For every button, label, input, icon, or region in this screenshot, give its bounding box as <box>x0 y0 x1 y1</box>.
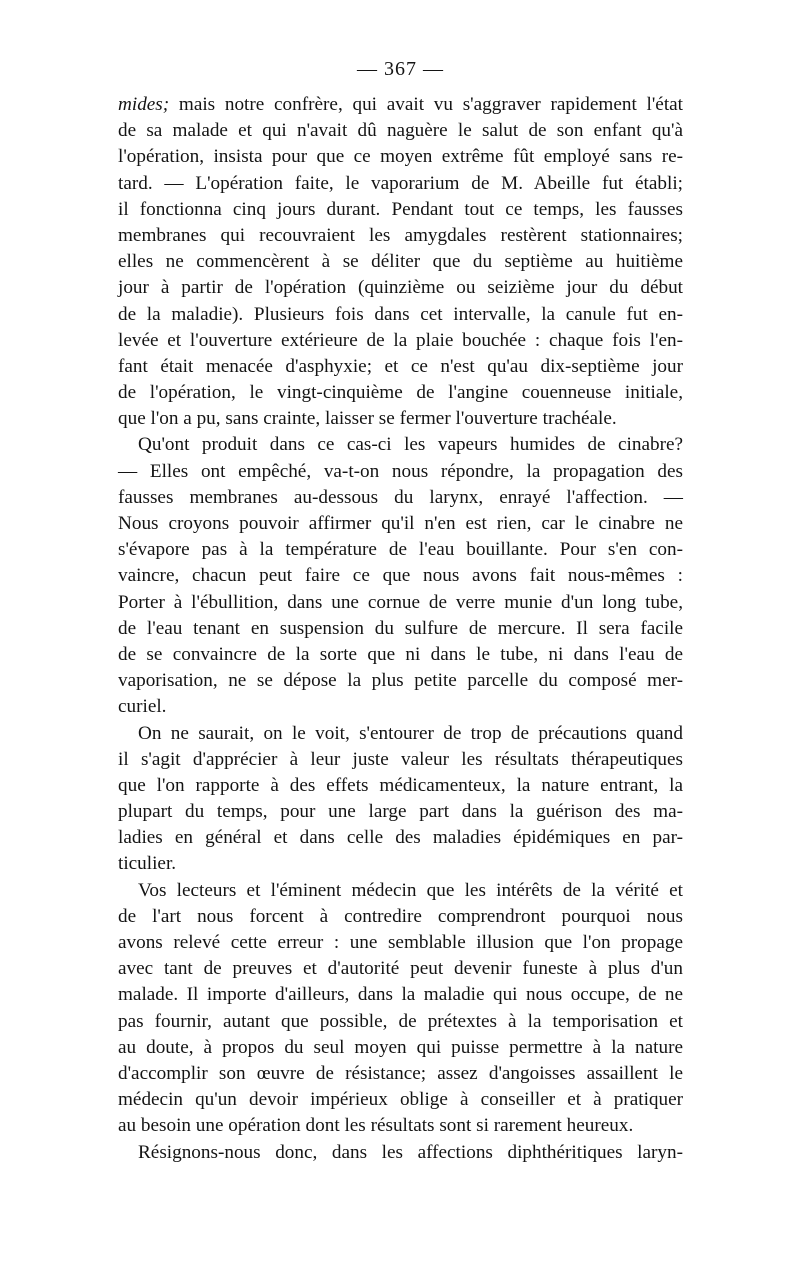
line-text: levée et l'ouverture extérieure de la plaie bouchée : chaque fois l'en- <box>118 329 683 351</box>
line-text: avec tant de preuves et d'autorité peut devenir funeste à plus d'un <box>118 958 683 980</box>
line-text: tard. — L'opération faite, le vaporarium de M. Abeille fut établi; <box>118 172 683 194</box>
line-text: de l'opération, le vingt-cinquième de l'angine couenneuse initiale, <box>118 382 683 404</box>
line-text: de l'eau tenant en suspension du sulfure de mercure. Il sera facile <box>118 617 683 639</box>
text-line <box>118 1061 683 1087</box>
line-text: que l'on rapporte à des effets médicamenteux, la nature entrant, la <box>118 774 683 796</box>
text-line <box>118 223 683 249</box>
text-line <box>118 328 683 354</box>
line-text: Résignons-nous donc, dans les affections diphthéritiques laryn- <box>138 1141 683 1163</box>
text-line <box>118 642 683 668</box>
text-line <box>118 668 683 694</box>
text-line <box>118 537 683 563</box>
line-text: curiel. <box>118 696 167 718</box>
book-page <box>118 56 683 1166</box>
paragraph <box>118 878 683 1140</box>
line-text: mais notre confrère, qui avait vu s'aggraver rapidement l'état <box>169 94 683 115</box>
text-line <box>118 144 683 170</box>
line-text: Porter à l'ébullition, dans une cornue de verre munie d'un long tube, <box>118 591 683 613</box>
line-text: Qu'ont produit dans ce cas-ci les vapeurs humides de cinabre? <box>138 434 683 456</box>
line-text: de sa malade et qui n'avait dû naguère le salut de son enfant qu'à <box>118 120 683 142</box>
text-line <box>118 799 683 825</box>
line-text: fant était menacée d'asphyxie; et ce n'est qu'au dix-septième jour <box>118 355 683 377</box>
line-text: On ne saurait, on le voit, s'entourer de trop de précautions quand <box>138 722 683 744</box>
line-text: fausses membranes au-dessous du larynx, enrayé l'affection. — <box>118 486 683 508</box>
text-line <box>118 171 683 197</box>
line-text: de l'art nous forcent à contredire comprendront pourquoi nous <box>118 905 683 927</box>
line-text: Vos lecteurs et l'éminent médecin que les intérêts de la vérité et <box>138 879 683 901</box>
line-text: Nous croyons pouvoir affirmer qu'il n'en est rien, car le cinabre ne <box>118 513 683 534</box>
text-line <box>118 851 683 877</box>
line-text: au besoin une opération dont les résultats sont si rarement heureux. <box>118 1115 634 1137</box>
text-line <box>118 485 683 511</box>
line-text: vaincre, chacun peut faire ce que nous avons fait nous-mêmes : <box>118 565 683 587</box>
line-text: vaporisation, ne se dépose la plus petite parcelle du composé mer- <box>118 670 683 692</box>
line-text: que l'on a pu, sans crainte, laisser se fermer l'ouverture trachéale. <box>118 408 617 430</box>
line-text: pas fournir, autant que possible, de prétextes à la temporisation et <box>118 1010 683 1032</box>
text-line <box>118 1035 683 1061</box>
text-line <box>118 432 683 458</box>
text-line <box>118 721 683 747</box>
page-number: — 367 — <box>357 58 444 80</box>
text-line <box>118 694 683 720</box>
text-line <box>118 354 683 380</box>
line-text: avons relevé cette erreur : une semblable illusion que l'on propage <box>118 932 683 953</box>
text-line <box>118 773 683 799</box>
line-text: de se convaincre de la sorte que ni dans le tube, ni dans l'eau de <box>118 643 683 665</box>
text-line <box>118 1140 683 1166</box>
line-text: s'évapore pas à la température de l'eau bouillante. Pour s'en con- <box>118 539 683 561</box>
line-text: jour à partir de l'opération (quinzième ou seizième jour du début <box>118 277 683 299</box>
text-line <box>118 380 683 406</box>
text-line <box>118 406 683 432</box>
text-line <box>118 904 683 930</box>
line-text: il fonctionna cinq jours durant. Pendant tout ce temps, les fausses <box>118 198 683 220</box>
line-text: ladies en général et dans celle des maladies épidémiques en par- <box>118 827 683 849</box>
text-line <box>118 275 683 301</box>
text-line <box>118 747 683 773</box>
text-line <box>118 930 683 956</box>
line-text: médecin qu'un devoir impérieux oblige à conseiller et à pratiquer <box>118 1089 683 1111</box>
paragraph <box>118 721 683 878</box>
text-line <box>118 878 683 904</box>
line-text: au doute, à propos du seul moyen qui puisse permettre à la nature <box>118 1036 683 1058</box>
paragraph <box>118 432 683 720</box>
text-line <box>118 459 683 485</box>
line-text: — Elles ont empêché, va-t-on nous répondre, la propagation des <box>118 460 683 482</box>
text-line <box>118 825 683 851</box>
text-line <box>118 249 683 275</box>
line-text: d'accomplir son œuvre de résistance; assez d'angoisses assaillent le <box>118 1062 683 1084</box>
text-line <box>118 1087 683 1113</box>
line-text: elles ne commencèrent à se déliter que du septième au huitième <box>118 251 683 273</box>
text-line <box>118 1113 683 1139</box>
text-line <box>118 197 683 223</box>
paragraph <box>118 92 683 432</box>
text-line <box>118 982 683 1008</box>
line-text: de la maladie). Plusieurs fois dans cet intervalle, la canule fut en- <box>118 303 683 325</box>
text-line <box>118 511 683 537</box>
line-text: l'opération, insista pour que ce moyen extrême fût employé sans re- <box>118 146 683 168</box>
line-text: malade. Il importe d'ailleurs, dans la maladie qui nous occupe, de ne <box>118 984 683 1006</box>
text-line <box>118 616 683 642</box>
text-line <box>118 590 683 616</box>
text-line <box>118 118 683 144</box>
italic-fragment: mides; <box>118 94 170 115</box>
text-line <box>118 956 683 982</box>
line-text: il s'agit d'apprécier à leur juste valeur les résultats thérapeutiques <box>118 748 683 770</box>
text-line <box>118 302 683 328</box>
text-line <box>118 563 683 589</box>
line-text: ticulier. <box>118 853 177 875</box>
body-text <box>118 92 683 1166</box>
paragraph <box>118 1140 683 1166</box>
line-text: plupart du temps, pour une large part dans la guérison des ma- <box>118 801 683 823</box>
text-line <box>118 1009 683 1035</box>
text-line <box>118 92 683 118</box>
line-text: membranes qui recouvraient les amygdales restèrent stationnaires; <box>118 224 683 246</box>
